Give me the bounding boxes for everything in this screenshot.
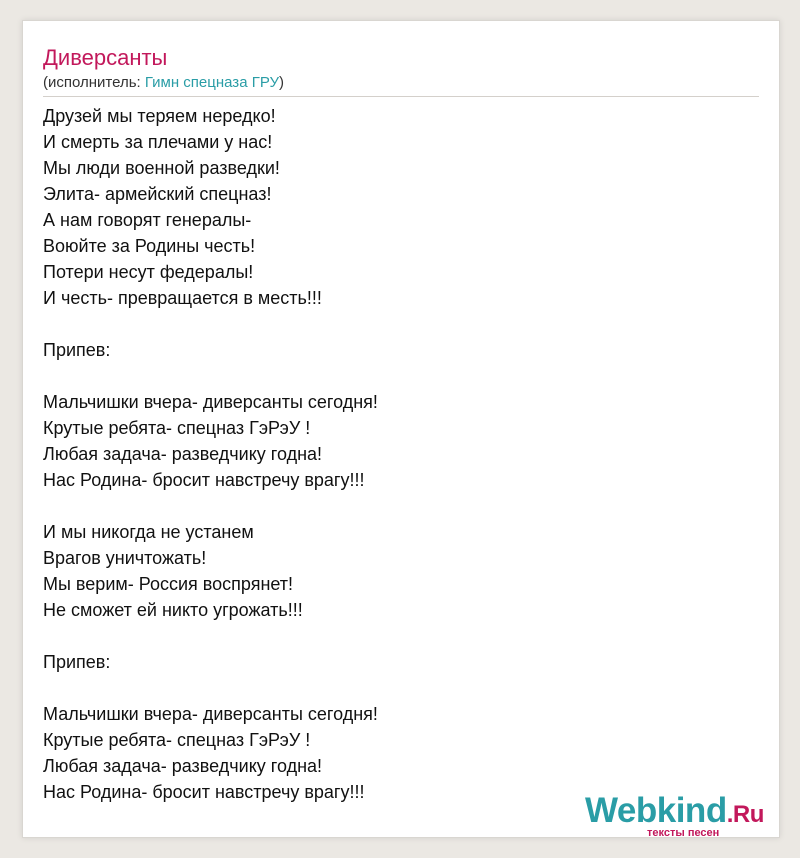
lyrics-blank-line (43, 363, 743, 389)
artist-link[interactable]: Гимн спецназа ГРУ (144, 74, 280, 91)
lyrics-line: Нас Родина- бросит навстречу врагу!!! (43, 470, 365, 490)
artist-line (43, 73, 284, 93)
lyrics-line: Мальчишки вчера- диверсанты сегодня! (43, 704, 378, 724)
lyrics-line: Любая задача- разведчику годна! (43, 444, 323, 464)
lyrics-line: Врагов уничтожать! (43, 548, 207, 568)
webkind-logo[interactable] (585, 791, 785, 841)
song-title: Диверсанты (43, 45, 168, 70)
lyrics-card (22, 20, 780, 838)
lyrics-line: Мы верим- Россия воспрянет! (43, 574, 294, 594)
lyrics-blank-line (43, 623, 743, 649)
lyrics-line: Любая задача- разведчику годна! (43, 756, 323, 776)
logo-tagline: тексты песен (647, 827, 720, 839)
lyrics-blank-line (43, 493, 743, 519)
lyrics-line: Припев: (43, 340, 111, 360)
lyrics-line: И смерть за плечами у нас! (43, 132, 273, 152)
lyrics-line: Нас Родина- бросит навстречу врагу!!! (43, 782, 365, 802)
lyrics-line: Крутые ребята- спецназ ГэРэУ ! (43, 730, 311, 750)
lyrics-line: Элита- армейский спецназ! (43, 184, 272, 204)
lyrics-blank-line (43, 675, 743, 701)
lyrics-line: Друзей мы теряем нередко! (43, 106, 276, 126)
lyrics-line: А нам говорят генералы- (43, 210, 252, 230)
lyrics-line: Крутые ребята- спецназ ГэРэУ ! (43, 418, 311, 438)
artist-suffix: ) (279, 74, 285, 91)
lyrics-line: И честь- превращается в месть!!! (43, 288, 322, 308)
title-divider (43, 96, 759, 97)
lyrics-blank-line (43, 311, 743, 337)
lyrics-text (43, 103, 743, 805)
lyrics-line: Припев: (43, 652, 111, 672)
lyrics-line: И мы никогда не устанем (43, 522, 254, 542)
lyrics-line: Мальчишки вчера- диверсанты сегодня! (43, 392, 378, 412)
lyrics-line: Мы люди военной разведки! (43, 158, 280, 178)
logo-suffix: .Ru (726, 801, 764, 828)
artist-prefix: (исполнитель: (43, 74, 145, 91)
lyrics-line: Потери несут федералы! (43, 262, 254, 282)
lyrics-line: Воюйте за Родины честь! (43, 236, 256, 256)
lyrics-line: Не сможет ей никто угрожать!!! (43, 600, 303, 620)
logo-word: Webkind (585, 791, 727, 830)
